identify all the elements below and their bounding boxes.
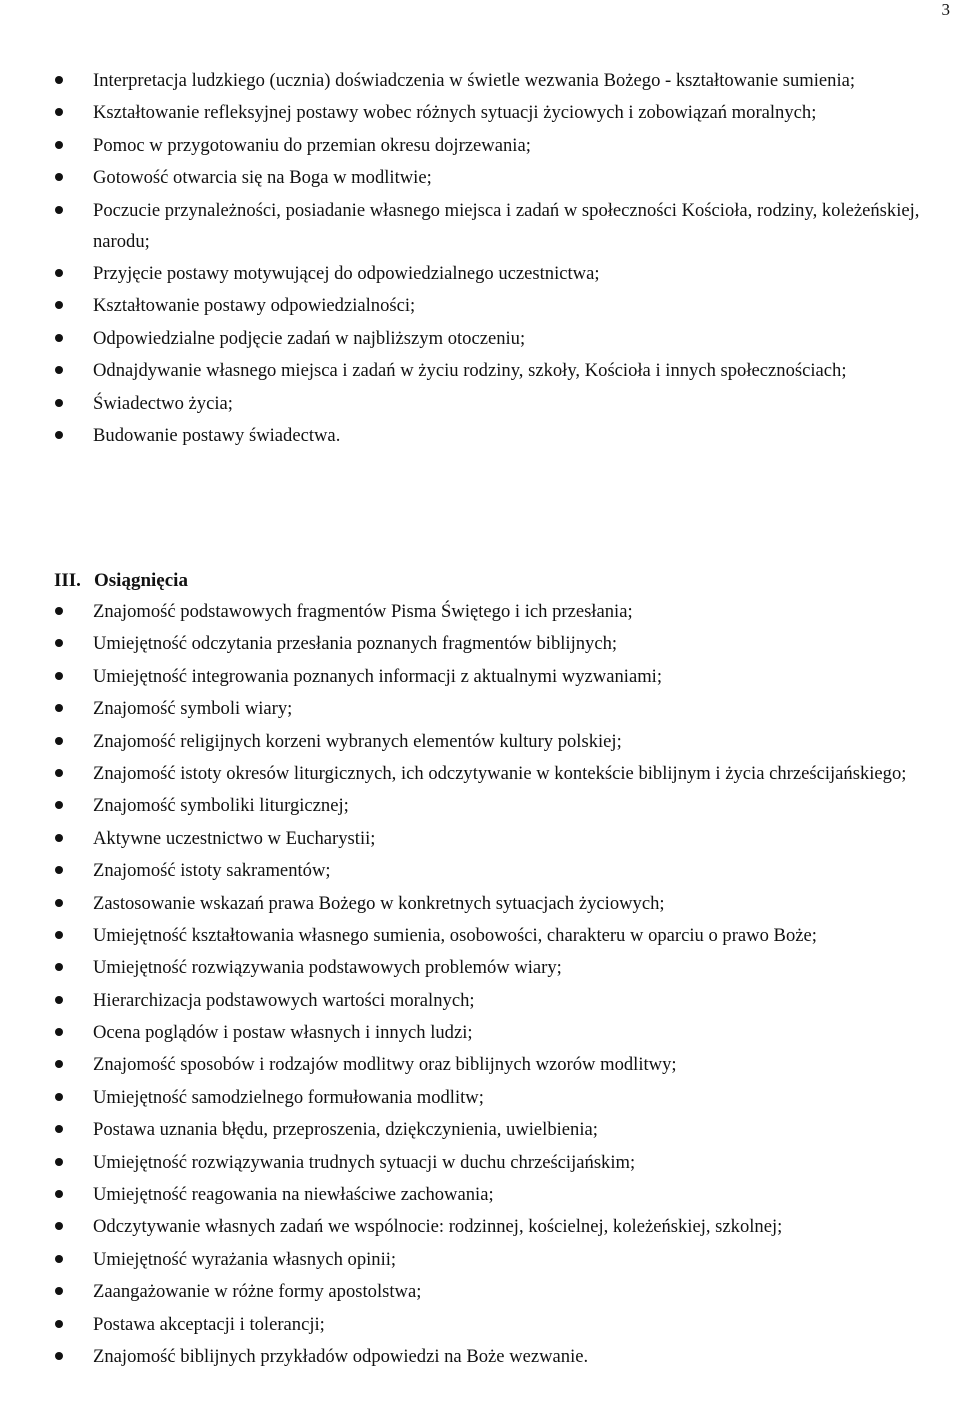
bullet-icon [55,301,63,309]
list-item-text: Gotowość otwarcia się na Boga w modlitwie; [93,167,432,189]
bullet-icon [55,1255,63,1263]
bullet-icon [55,1352,63,1360]
list-item [0,162,960,193]
bullet-icon [55,141,63,149]
list-item [0,1179,960,1210]
bullet-icon [55,963,63,971]
list-item [0,790,960,821]
list-item-text: Umiejętność odczytania przesłania poznanych fragmentów biblijnych; [93,633,618,655]
bullet-icon [55,1028,63,1036]
list-item [0,1017,960,1048]
list-item [0,355,960,386]
list-item-text: Hierarchizacja podstawowych wartości moralnych; [93,989,475,1011]
bullet-icon [55,431,63,439]
list-item [0,1341,960,1372]
list-item-text: Znajomość sposobów i rodzajów modlitwy oraz biblijnych wzorów modlitwy; [93,1054,677,1076]
list-item-text: Pomoc w przygotowaniu do przemian okresu dojrzewania; [93,134,531,156]
list-item-text: Odpowiedzialne podjęcie zadań w najbliższym otoczeniu; [93,327,526,349]
section-number: III. [54,570,81,591]
achievements-list [0,596,960,1373]
list-item [0,985,960,1016]
section-heading [54,565,188,596]
list-item [0,65,960,96]
bullet-icon [55,866,63,874]
list-item-text: Postawa uznania błędu, przeproszenia, dziękczynienia, uwielbienia; [93,1119,598,1141]
list-item-text: Umiejętność rozwiązywania podstawowych problemów wiary; [93,957,562,979]
list-item [0,258,960,289]
list-item-text: Znajomość symboli wiary; [93,698,293,720]
list-item [0,855,960,886]
bullet-icon [55,1158,63,1166]
list-item [0,1276,960,1307]
list-item [0,1049,960,1080]
list-item-text: Ocena poglądów i postaw własnych i innych ludzi; [93,1022,473,1044]
list-item [0,130,960,161]
list-item [0,420,960,451]
list-item-text: Znajomość istoty okresów liturgicznych, ich odczytywanie w kontekście biblijnym i życia chrześcijańskiego; [93,762,907,784]
list-item-text: Zastosowanie wskazań prawa Bożego w konkretnych sytuacjach życiowych; [93,892,665,914]
bullet-icon [55,996,63,1004]
list-item [0,920,960,951]
list-item-text: Odczytywanie własnych zadań we wspólnocie: rodzinnej, kościelnej, koleżeńskiej, szkolnej; [93,1216,783,1238]
goals-list [0,65,960,452]
bullet-icon [55,899,63,907]
list-item [0,628,960,659]
list-item-text: Świadectwo życia; [93,392,233,414]
list-item-text: Umiejętność rozwiązywania trudnych sytuacji w duchu chrześcijańskim; [93,1151,636,1173]
list-item [0,1211,960,1242]
list-item-text: Znajomość symboliki liturgicznej; [93,795,349,817]
list-item [0,388,960,419]
list-item [0,290,960,321]
bullet-icon [55,639,63,647]
bullet-icon [55,769,63,777]
list-item [0,1309,960,1340]
bullet-icon [55,1287,63,1295]
section-title: Osiągnięcia [94,570,188,591]
list-item-text: Interpretacja ludzkiego (ucznia) doświadczenia w świetle wezwania Bożego - kształtowanie sumienia; [93,70,856,91]
list-item [0,1114,960,1145]
list-item-text: Aktywne uczestnictwo w Eucharystii; [93,827,376,849]
bullet-icon [55,704,63,712]
list-item-text: Znajomość biblijnych przykładów odpowiedzi na Boże wezwanie. [93,1345,589,1367]
list-item [0,952,960,983]
list-item [0,1244,960,1275]
list-item-text: Odnajdywanie własnego miejsca i zadań w życiu rodziny, szkoły, Kościoła i innych społecznościach; [93,360,847,382]
bullet-icon [55,672,63,680]
bullet-icon [55,834,63,842]
bullet-icon [55,76,63,84]
bullet-icon [55,108,63,116]
list-item-text: Postawa akceptacji i tolerancji; [93,1313,325,1335]
bullet-icon [55,1222,63,1230]
list-item-text: Umiejętność reagowania na niewłaściwe zachowania; [93,1184,494,1206]
bullet-icon [55,1320,63,1328]
bullet-icon [55,607,63,615]
list-item-text: Budowanie postawy świadectwa. [93,424,341,446]
list-item [0,758,960,789]
bullet-icon [55,366,63,374]
list-item-text: Kształtowanie postawy odpowiedzialności; [93,295,416,317]
bullet-icon [55,206,63,214]
page-number: 3 [941,0,950,19]
list-item [0,888,960,919]
bullet-icon [55,334,63,342]
list-item [0,693,960,724]
list-item [0,1082,960,1113]
list-item [0,726,960,757]
bullet-icon [55,931,63,939]
list-item [0,195,960,257]
bullet-icon [55,1093,63,1101]
list-item-text: Umiejętność wyrażania własnych opinii; [93,1248,397,1270]
list-item [0,97,960,128]
list-item [0,596,960,627]
list-item-text: Umiejętność samodzielnego formułowania modlitw; [93,1086,484,1108]
list-item-text: Znajomość istoty sakramentów; [93,860,331,882]
list-item-text: Przyjęcie postawy motywującej do odpowiedzialnego uczestnictwa; [93,262,600,284]
list-item-text: Poczucie przynależności, posiadanie własnego miejsca i zadań w społeczności Kościoła, rodziny, koleżeńskiej, narodu; [93,199,920,252]
bullet-icon [55,737,63,745]
list-item [0,823,960,854]
list-item-text: Zaangażowanie w różne formy apostolstwa; [93,1281,422,1303]
list-item-text: Umiejętność kształtowania własnego sumienia, osobowości, charakteru w oparciu o prawo Boże; [93,924,817,946]
bullet-icon [55,1125,63,1133]
list-item [0,661,960,692]
bullet-icon [55,399,63,407]
list-item-text: Znajomość religijnych korzeni wybranych elementów kultury polskiej; [93,730,622,752]
list-item-text: Umiejętność integrowania poznanych informacji z aktualnymi wyzwaniami; [93,665,662,687]
list-item-text: Znajomość podstawowych fragmentów Pisma Świętego i ich przesłania; [93,601,633,622]
bullet-icon [55,1190,63,1198]
bullet-icon [55,801,63,809]
list-item [0,1147,960,1178]
bullet-icon [55,269,63,277]
bullet-icon [55,1060,63,1068]
bullet-icon [55,173,63,181]
list-item-text: Kształtowanie refleksyjnej postawy wobec różnych sytuacji życiowych i zobowiązań moralnych; [93,102,817,124]
list-item [0,323,960,354]
